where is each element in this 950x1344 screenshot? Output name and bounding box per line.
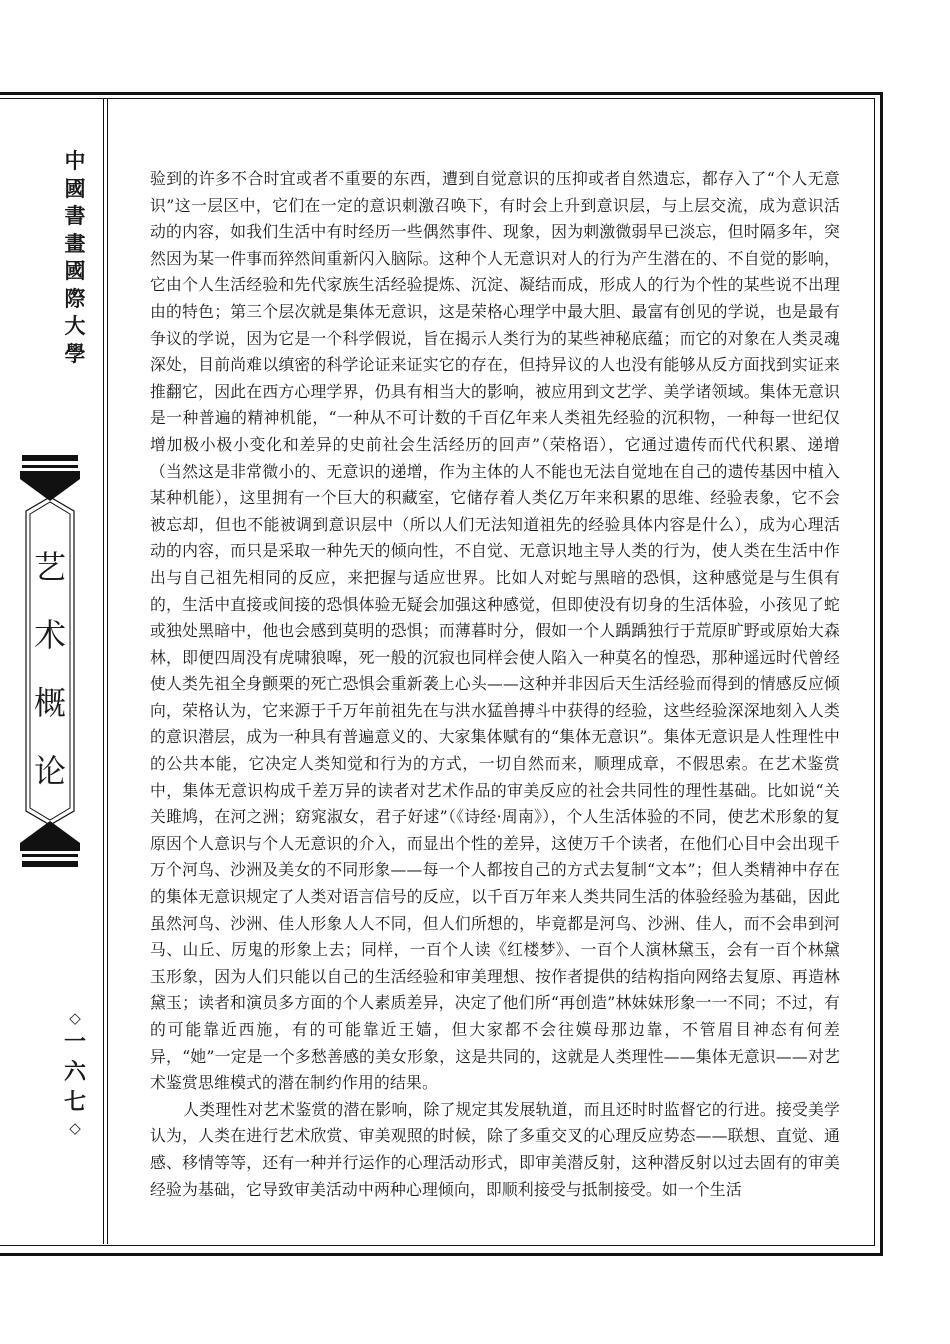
page-number-char: 一 [63, 1030, 86, 1055]
page-number-char: 七 [63, 1090, 86, 1115]
series-title-char: 中 [64, 149, 86, 173]
page-number [58, 1008, 92, 1138]
series-title-char: 際 [64, 286, 86, 311]
diamond-icon: ◇ [69, 1009, 81, 1027]
series-title-char: 畫 [64, 231, 86, 256]
body-text [150, 166, 840, 1203]
book-title-panel [18, 455, 82, 867]
series-title [58, 148, 92, 368]
series-title-char: 書 [64, 204, 86, 228]
series-title-char: 國 [64, 259, 86, 283]
page-number-char: 六 [63, 1060, 86, 1085]
series-title-char: 國 [64, 176, 86, 201]
book-title-char: 艺 [33, 548, 66, 586]
book-title-char: 论 [33, 752, 66, 790]
book-title-char: 概 [33, 684, 66, 722]
diamond-icon: ◇ [69, 1119, 81, 1137]
series-title-char: 學 [64, 341, 86, 366]
book-title [18, 533, 82, 805]
book-title-char: 术 [33, 616, 66, 654]
paragraph: 验到的许多不合时宜或者不重要的东西，遭到自觉意识的压抑或者自然遗忘，都存入了“个人无意识”这一层区中，它们在一定的意识刺激召唤下，有时会上升到意识层，与上层交流，成为意识活动的内容，如我们生活中有时经历一些偶然事件、现象，因为刺激微弱早已淡忘，但时隔多年，突然因为某一件事而猝然间重新闪入脑际。这种个人无意识对人的行为产生潜在的、不自觉的影响，它由个人生活经验和先代家族生活经验提炼、沉淀、凝结而成，形成人的行为个性的某些说不出理由的特色；第三个层次就是集体无意识，这是荣格心理学中最大胆、最富有创见的学说，也是最有争议的学说，因为它是一个科学假说，旨在揭示人类行为的某些神秘底蕴；而它的对象在人类灵魂深处，目前尚难以缜密的科学论证来证实它的存在，但持异议的人也没有能够从反方面找到实证来推翻它，因此在西方心理学界，仍具有相当大的影响，被应用到文艺学、美学诸领域。集体无意识是一种普遍的精神机能，“一种从不可计数的千百亿年来人类祖先经验的沉积物，一种每一世纪仅增加极小极小变化和差异的史前社会生活经历的回声”（荣格语），它通过遗传而代代积累、递增（当然这是非常微小的、无意识的递增，作为主体的人不能也无法自觉地在自己的遗传基因中植入某种机能），这里拥有一个巨大的积藏室，它储存着人类亿万年来积累的思维、经验表象，它不会被忘却，但也不能被调到意识层中（所以人们无法知道祖先的经验具体内容是什么），成为心理活动的内容，而只是采取一种先天的倾向性，不自觉、无意识地主导人类的行为，使人类在生活中作出与自己祖先相同的反应，来把握与适应世界。比如人对蛇与黑暗的恐惧，这种感觉是与生俱有的，生活中直接或间接的恐惧体验无疑会加强这种感觉，但即使没有切身的生活体验，小孩见了蛇或独处黑暗中，他也会感到莫明的恐惧；而薄暮时分，假如一个人踽踽独行于荒原旷野或原始大森林，即便四周没有虎啸狼嗥，死一般的沉寂也同样会使人陷入一种莫名的惶恐，那种遥远时代曾经使人类先祖全身颤栗的死亡恐惧会重新袭上心头——这种并非因后天生活经验而得到的情感反应倾向，荣格认为，它来源于千万年前祖先在与洪水猛兽搏斗中获得的经验，这些经验深深地刻入人类的意识潜层，成为一种具有普遍意义的、大家集体赋有的“集体无意识”。集体无意识是人性理性中的公共本能，它决定人类知觉和行为的方式，一切自然而来，顺理成章，不假思索。在艺术鉴赏中，集体无意识构成千差万异的读者对艺术作品的审美反应的社会共同性的理性基础。比如说“关关雎鸠，在河之洲；窈窕淑女，君子好逑”（《诗经·周南》），个人生活体验的不同，使艺术形象的复原因个人意识与个人无意识的介入，而显出个性的差异，这使万千个读者，在他们心目中会出现千万个河鸟、沙洲及美女的不同形象——每一个人都按自己的方式去复制“文本”；但人类精神中存在的集体无意识规定了人类对语言信号的反应，以千百万年来人类共同生活的体验经验为基础，因此虽然河鸟、沙洲、佳人形象人人不同，但人们所想的，毕竟都是河鸟、沙洲、佳人，而不会串到河马、山丘、厉鬼的形象上去；同样，一百个人读《红楼梦》、一百个人演林黛玉，会有一百个林黛玉形象，因为人们只能以自己的生活经验和审美理想、按作者提供的结构指向网络去复原、再造林黛玉；读者和演员多方面的个人素质差异，决定了他们所“再创造”林妹妹形象一一不同；不过，有的可能靠近西施，有的可能靠近王嫱，但大家都不会往嫫母那边靠，不管眉目神态有何差异，“她”一定是一个多愁善感的美女形象，这是共同的，这就是人类理性——集体无意识——对艺术鉴赏思维模式的潜在制约作用的结果。 [150, 169, 840, 1093]
sidebar-divider-inner [107, 98, 108, 1244]
sidebar-divider [103, 98, 104, 1244]
series-title-char: 大 [64, 314, 86, 338]
paragraph: 人类理性对艺术鉴赏的潜在影响，除了规定其发展轨道，而且还时时监督它的行进。接受美学认为，人类在进行艺术欣赏、审美观照的时候，除了多重交叉的心理反应势态——联想、直觉、通感、移情等等，还有一种并行运作的心理活动形式，即审美潜反射，这种潜反射以过去固有的审美经验为基础，它导致审美活动中两种心理倾向，即顺利接受与抵制接受。如一个生活 [150, 1099, 840, 1199]
